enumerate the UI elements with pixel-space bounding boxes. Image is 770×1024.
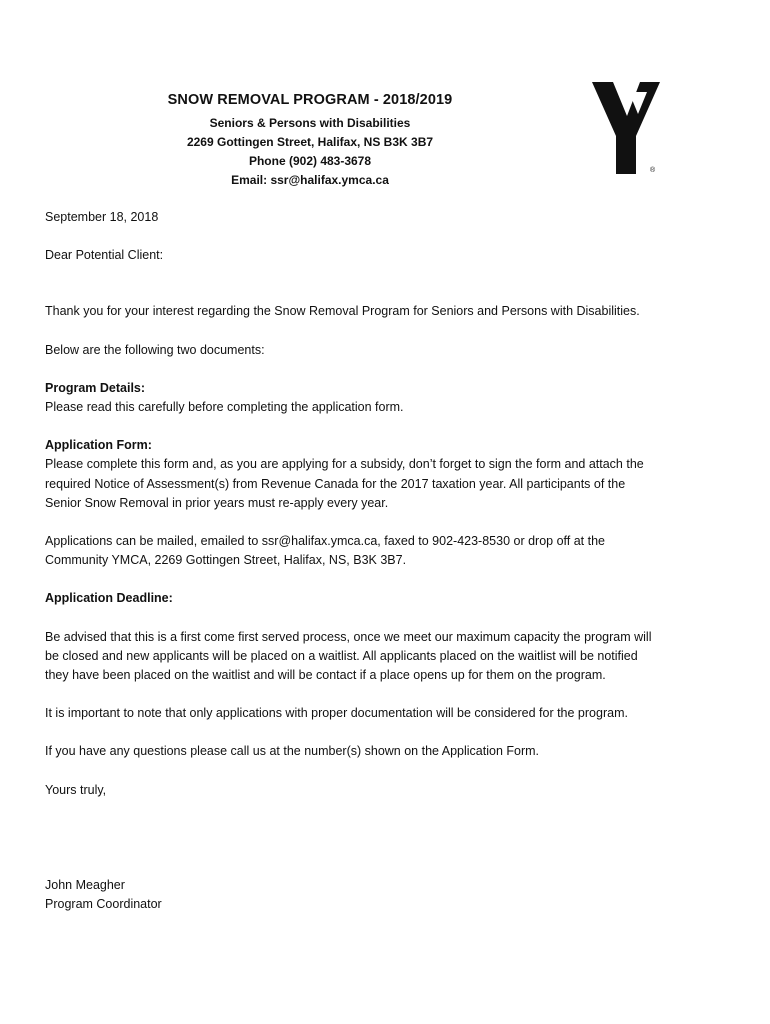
- program-address: 2269 Gottingen Street, Halifax, NS B3K 3B7: [186, 135, 434, 149]
- program-subtitle: Seniors & Persons with Disabilities: [209, 116, 411, 130]
- registered-mark: ®: [650, 167, 656, 174]
- documents-intro: Below are the following two documents:: [45, 342, 265, 357]
- deadline-line: they have been placed on the waitlist and will be contact if a place opens up for them on the program.: [45, 668, 606, 683]
- application-form-line: Please complete this form and, as you are applying for a subsidy, don’t forget to sign the form and attach the: [45, 457, 644, 472]
- deadline-line: be closed and new applicants will be placed on a waitlist. All applicants placed on the waitlist will be notified: [45, 648, 638, 663]
- closing: Yours truly,: [45, 782, 107, 797]
- deadline-heading: Application Deadline:: [45, 591, 173, 606]
- letter-intro: Thank you for your interest regarding the Snow Removal Program for Seniors and Persons with Disabilities.: [45, 304, 640, 319]
- application-form-line: Senior Snow Removal in prior years must re-apply every year.: [45, 495, 389, 510]
- program-email: Email: ssr@halifax.ymca.ca: [231, 173, 389, 187]
- application-form-heading: Application Form:: [45, 438, 152, 453]
- signer-name: John Meagher: [45, 877, 125, 892]
- ymca-logo-icon: [592, 78, 660, 178]
- questions-note: If you have any questions please call us at the number(s) shown on the Application Form.: [45, 744, 540, 759]
- documentation-note: It is important to note that only applications with proper documentation will be considered for the program.: [45, 706, 628, 721]
- letter-salutation: Dear Potential Client:: [45, 248, 164, 263]
- deadline-line: Be advised that this is a first come first served process, once we meet our maximum capacity the program will: [45, 629, 652, 644]
- program-details-text: Please read this carefully before completing the application form.: [45, 400, 404, 415]
- submission-line: Applications can be mailed, emailed to ssr@halifax.ymca.ca, faxed to 902-423-8530 or drop off at the: [45, 534, 605, 549]
- program-phone: Phone (902) 483-3678: [248, 154, 372, 168]
- signer-title: Program Coordinator: [45, 897, 162, 912]
- application-form-line: required Notice of Assessment(s) from Revenue Canada for the 2017 taxation year. All participants of the: [45, 476, 626, 491]
- letter-body: [45, 208, 735, 914]
- program-details-heading: Program Details:: [45, 380, 146, 395]
- submission-line: Community YMCA, 2269 Gottingen Street, Halifax, NS, B3K 3B7.: [45, 553, 407, 568]
- letter-date: September 18, 2018: [45, 210, 159, 224]
- program-title: SNOW REMOVAL PROGRAM - 2018/2019: [167, 92, 453, 108]
- letterhead: [100, 92, 520, 190]
